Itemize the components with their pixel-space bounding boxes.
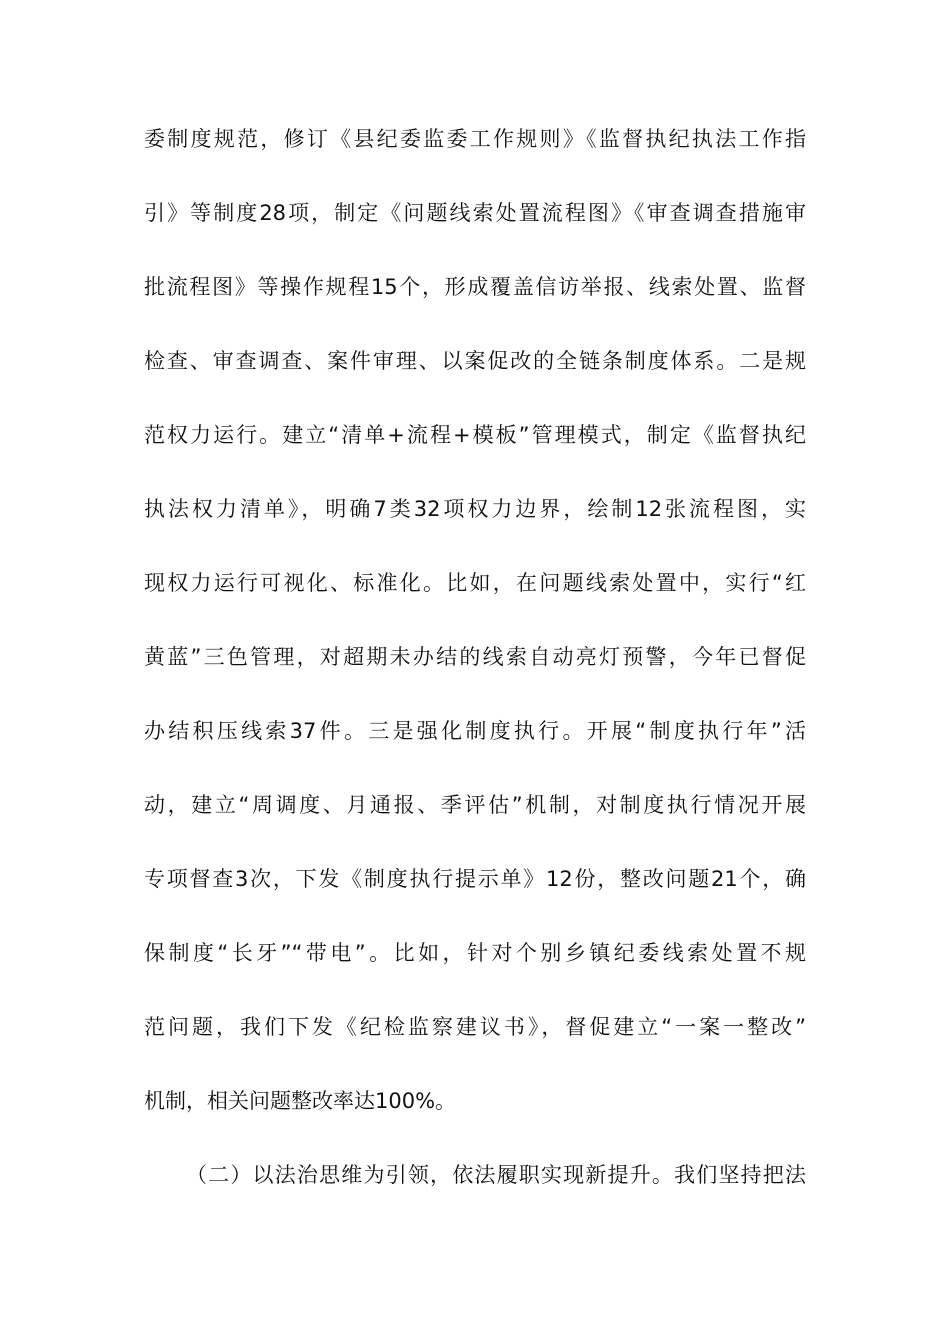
text-line: 检查、审查调查、案件审理、以案促改的全链条制度体系。二是规 (144, 349, 806, 373)
text-line: 范权力运行。建立“清单+流程+模板”管理模式，制定《监督执纪 (144, 423, 806, 447)
text-line: 专项督查3次，下发《制度执行提示单》12份，整改问题21个，确 (144, 867, 806, 891)
text-line: 引》等制度28项，制定《问题线索处置流程图》《审查调查措施审 (144, 201, 806, 225)
text-line: 批流程图》等操作规程15个，形成覆盖信访举报、线索处置、监督 (144, 275, 806, 299)
text-line: 范问题，我们下发《纪检监察建议书》，督促建立“一案一整改” (144, 1015, 806, 1039)
section-heading-line: （二）以法治思维为引领，依法履职实现新提升。我们坚持把法 (186, 1163, 806, 1187)
text-line: 执法权力清单》，明确7类32项权力边界，绘制12张流程图，实 (144, 497, 806, 521)
text-line: 保制度“长牙”“带电”。比如，针对个别乡镇纪委线索处置不规 (144, 941, 806, 965)
text-line-last: 机制，相关问题整改率达100%。 (144, 1089, 457, 1113)
text-line: 委制度规范，修订《县纪委监委工作规则》《监督执纪执法工作指 (144, 127, 806, 151)
text-line: 办结积压线索37件。三是强化制度执行。开展“制度执行年”活 (144, 719, 806, 743)
text-line: 动，建立“周调度、月通报、季评估”机制，对制度执行情况开展 (144, 793, 806, 817)
text-line: 现权力运行可视化、标准化。比如，在问题线索处置中，实行“红 (144, 571, 806, 595)
body-paragraph-1 (144, 102, 806, 1138)
body-paragraph-2 (144, 1138, 806, 1212)
text-line: 黄蓝”三色管理，对超期未办结的线索自动亮灯预警，今年已督促 (144, 645, 806, 669)
